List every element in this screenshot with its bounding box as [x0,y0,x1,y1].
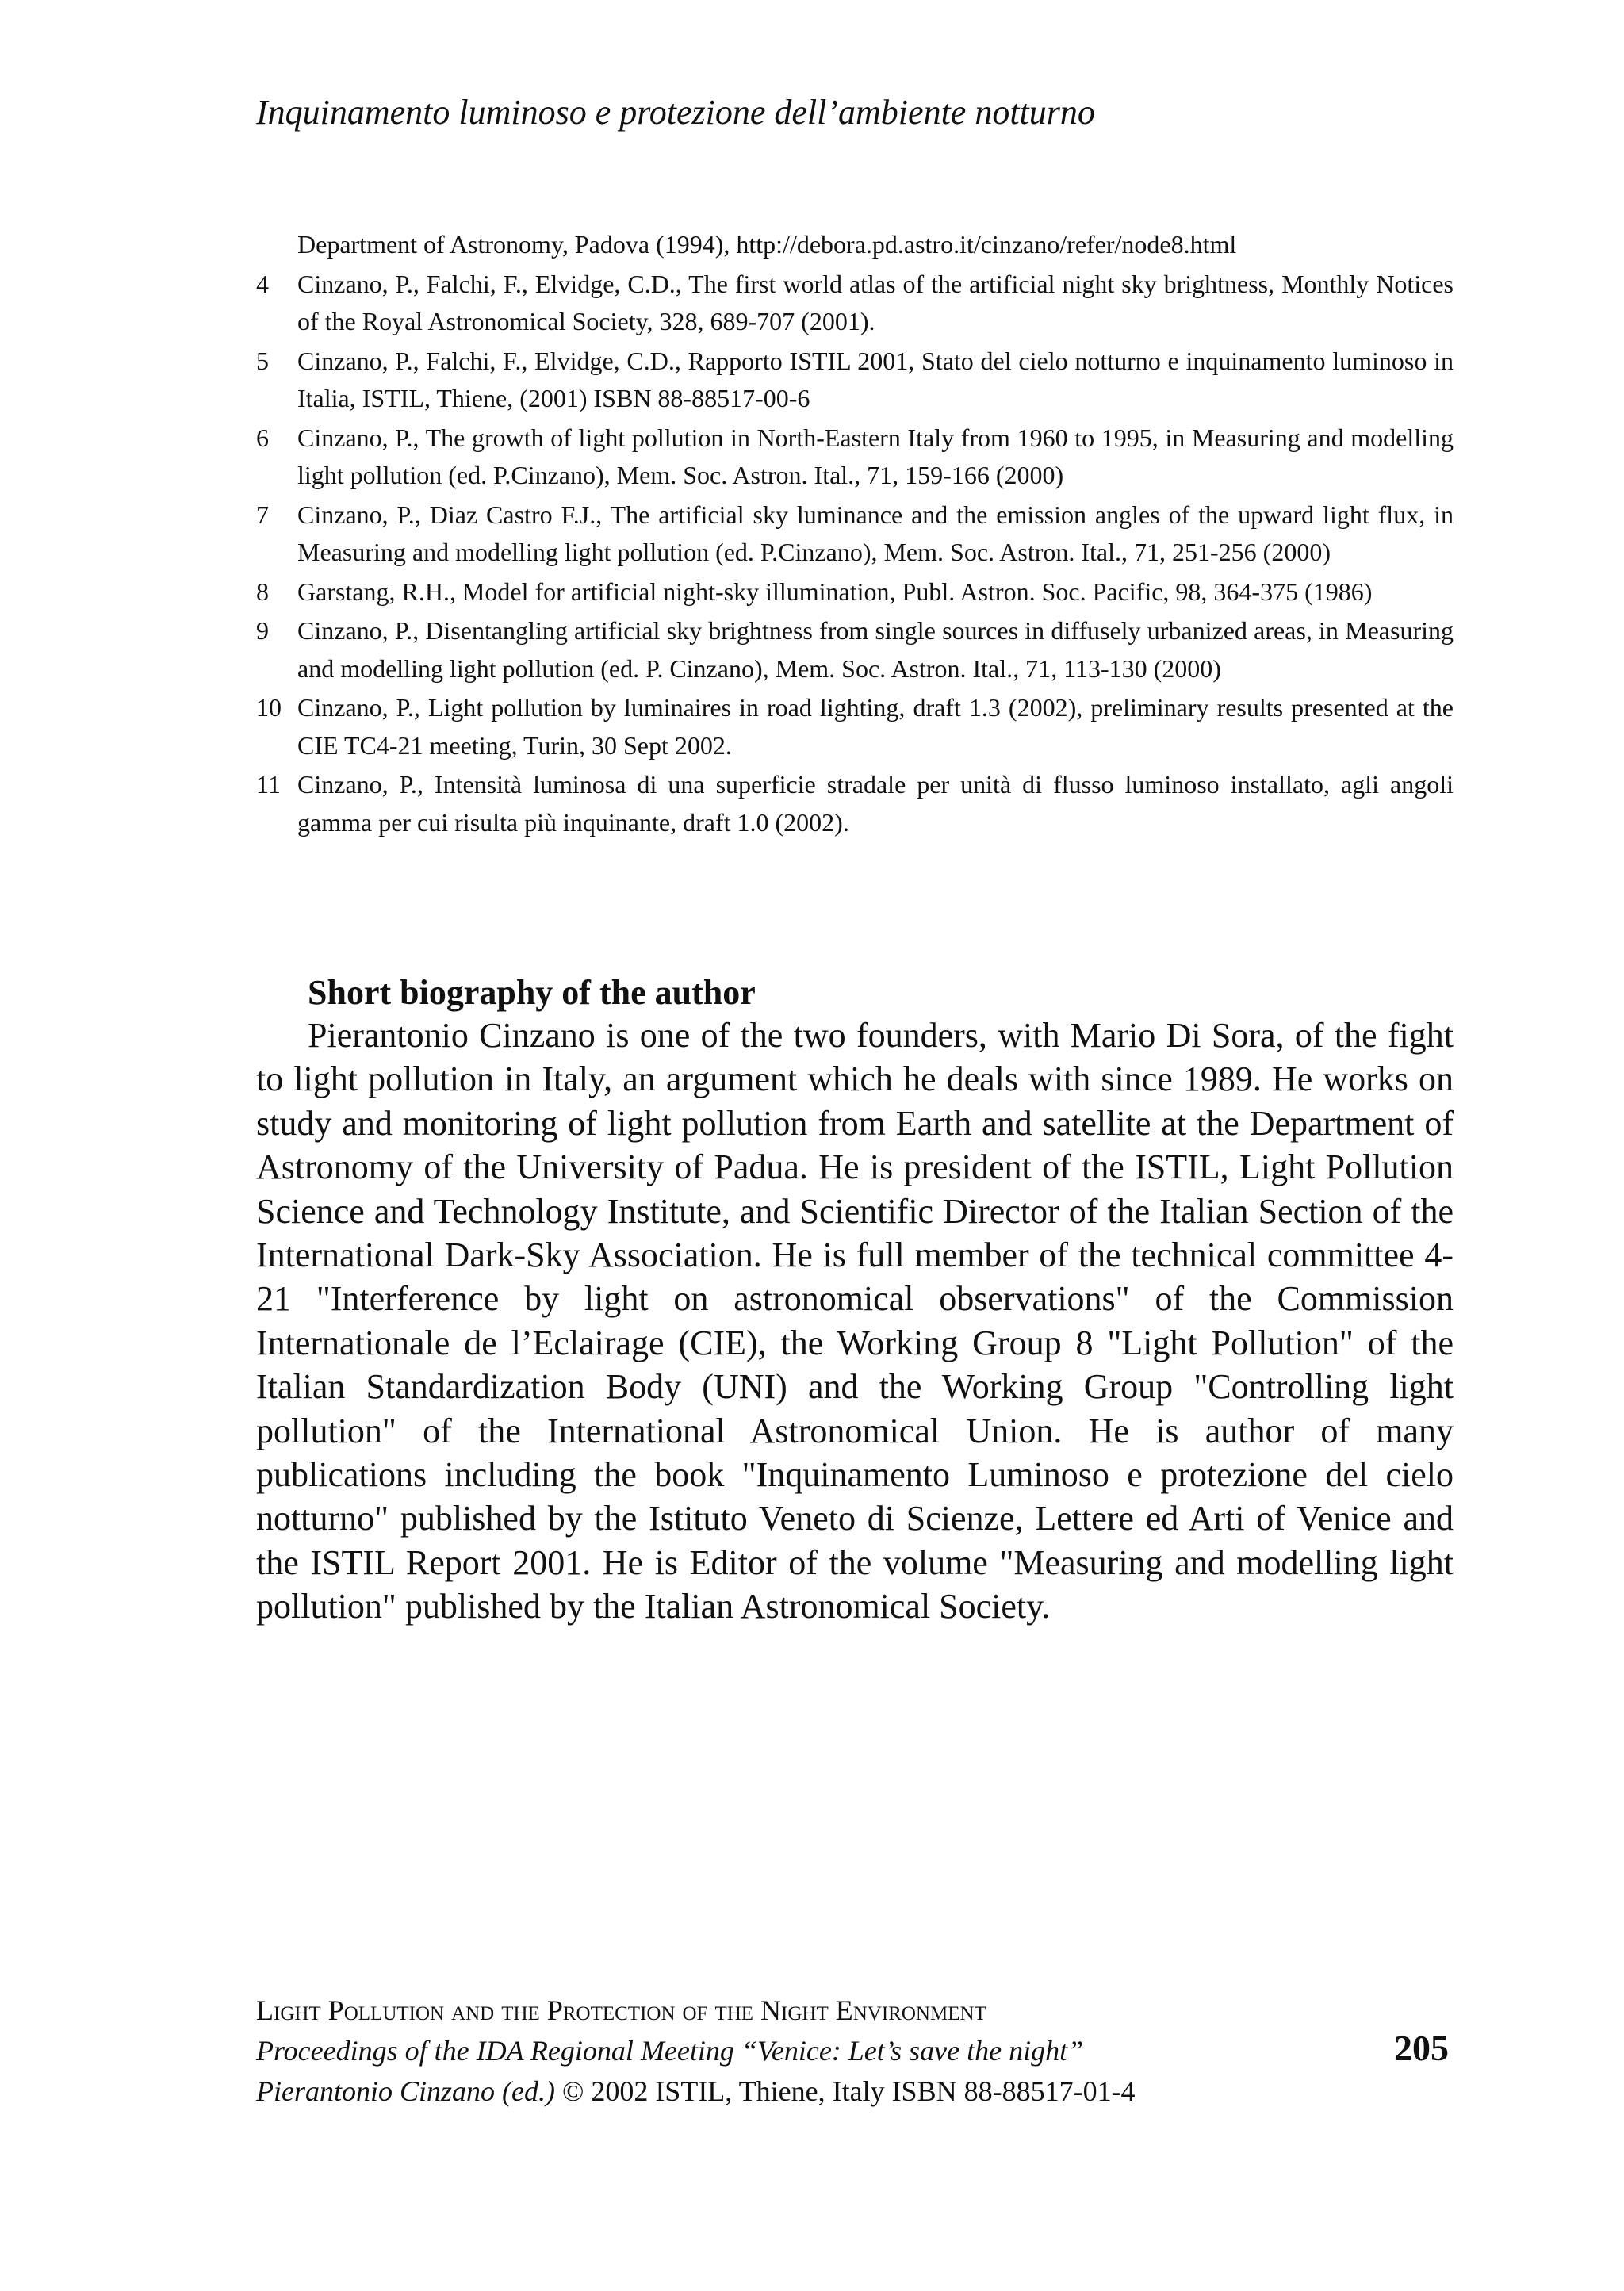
page-number: 205 [1394,2028,1449,2068]
reference-item [256,689,1454,764]
copyright-isbn: © 2002 ISTIL, Thiene, Italy ISBN 88-88517-01-4 [561,2075,1136,2107]
reference-item [256,343,1454,418]
reference-number: 6 [256,423,269,452]
reference-item [256,573,1454,611]
reference-item [256,612,1454,688]
reference-item [256,766,1454,841]
reference-text: Cinzano, P., Diaz Castro F.J., The artificial sky luminance and the emission angles of the upward light flux, in Measuring and modelling light pollution (ed. P.Cinzano), Mem. Soc. Astron. Ital., 71, 251-256 (2000) [297,500,1454,566]
reference-number: 7 [256,500,269,529]
biography-text: Pierantonio Cinzano is one of the two founders, with Mario Di Sora, of the fight to light pollution in Italy, an argument which he deals with since 1989. He works on study and monitoring of light pollution from Earth and satellite at the Department of Astronomy of the University of Padua. He is president of the ISTIL, Light Pollution Science and Technology Institute, and Scientific Director of the Italian Section of the International Dark-Sky Association. He is full member of the technical committee 4-21 "Interference by light on astronomical observations" of the Commission Internationale de l’Eclairage (CIE), the Working Group 8 "Light Pollution" of the Italian Standardization Body (UNI) and the Working Group "Controlling light pollution" of the International Astronomical Union. He is author of many publications including the book "Inquinamento Luminoso e protezione del cielo notturno" published by the Istituto Veneto di Scienze, Lettere ed Arti of Venice and the ISTIL Report 2001. He is Editor of the volume "Measuring and modelling light pollution" published by the Italian Astronomical Society. [256,1016,1454,1626]
reference-item [256,420,1454,495]
reference-continuation [256,226,1454,264]
reference-continuation-text: Department of Astronomy, Padova (1994), http://debora.pd.astro.it/cinzano/refer/node8.html [297,230,1237,259]
reference-number: 5 [256,346,269,375]
reference-text: Cinzano, P., The growth of light pollution in North-Eastern Italy from 1960 to 1995, in Measuring and modelling light pollution (ed. P.Cinzano), Mem. Soc. Astron. Ital., 71, 159-166 (2000) [297,423,1454,489]
reference-text: Cinzano, P., Falchi, F., Elvidge, C.D., Rapporto ISTIL 2001, Stato del cielo notturno e inquinamento luminoso in Italia, ISTIL, Thiene, (2001) ISBN 88-88517-00-6 [297,346,1454,412]
proceedings-title: Proceedings of the IDA Regional Meeting “Venice: Let’s save the night” [256,2035,1084,2067]
editor-credit: Pierantonio Cinzano (ed.) [256,2075,555,2107]
biography-heading: Short biography of the author [308,973,756,1012]
reference-number: 8 [256,577,269,606]
running-header: Inquinamento luminoso e protezione dell’ambiente notturno [256,93,1095,132]
reference-text: Garstang, R.H., Model for artificial night-sky illumination, Publ. Astron. Soc. Pacific, 98, 364-375 (1986) [297,577,1373,606]
page-footer [256,1990,1454,2112]
publication-info [256,2071,1454,2112]
reference-text: Cinzano, P., Falchi, F., Elvidge, C.D., The first world atlas of the artificial night sky brightness, Monthly Notices of the Royal Astronomical Society, 328, 689-707 (2001). [297,269,1454,335]
series-title: Light Pollution and the Protection of the Night Environment [256,1994,986,2026]
reference-item [256,496,1454,572]
reference-text: Cinzano, P., Intensità luminosa di una superficie stradale per unità di flusso luminoso installato, agli angoli gamma per cui risulta più inquinante, draft 1.0 (2002). [297,770,1454,837]
reference-number: 4 [256,269,269,298]
reference-list [256,226,1454,843]
reference-number: 10 [256,693,282,722]
reference-number: 9 [256,616,269,645]
reference-number: 11 [256,770,281,799]
reference-text: Cinzano, P., Disentangling artificial sky brightness from single sources in diffusely urbanized areas, in Measuring and modelling light pollution (ed. P. Cinzano), Mem. Soc. Astron. Ital., 71, 113-130 (2000) [297,616,1454,683]
reference-text: Cinzano, P., Light pollution by luminaires in road lighting, draft 1.3 (2002), preliminary results presented at the CIE TC4-21 meeting, Turin, 30 Sept 2002. [297,693,1454,760]
reference-item [256,266,1454,341]
